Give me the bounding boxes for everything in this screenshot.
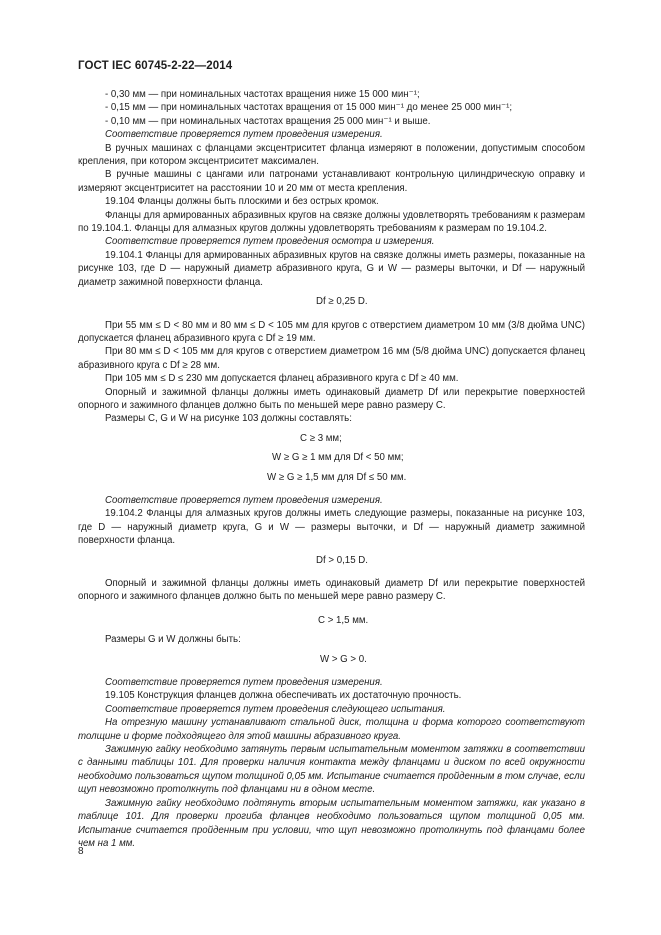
compliance-note: Соответствие проверяется путем проведения измерения. — [105, 494, 383, 506]
list-item: - 0,15 мм — при номинальных частотах вращения от 15 000 мин⁻¹ до менее 25 000 мин⁻¹; — [105, 102, 513, 114]
page-number: 8 — [78, 846, 84, 857]
compliance-note: Соответствие проверяется путем проведения измерения. — [105, 677, 383, 689]
paragraph: В ручные машины с цангами или патронами устанавливают контрольную цилиндрическую оправку и измеряют эксцентриситет на расстоянии 10 и 20 мм от места крепления. — [78, 169, 585, 194]
clause-19-104-2: 19.104.2 Фланцы для алмазных кругов должны иметь следующие размеры, показанные на рисунке 103, где D — наружный диаметр круга, G и W — размеры выточки, и Df — наружный диаметр зажимной поверхности фланца. — [78, 508, 585, 547]
formula: Df > 0,15 D. — [316, 554, 368, 566]
test-paragraph: Зажимную гайку необходимо подтянуть вторым испытательным моментом затяжки, как указано в таблице 101. Для проверки прогиба фланцев необходимо пользоваться щупом толщиной 0,05 мм. Испытание считается пройденным при условии, что щуп невозможно протолкнуть под фланцами более чем на 1 мм. — [78, 797, 585, 849]
document-header: ГОСТ IEC 60745-2-22—2014 — [78, 60, 233, 72]
paragraph: При 80 мм ≤ D < 105 мм для кругов с отверстием диаметром 16 мм (5/8 дюйма UNC) допускается фланец абразивного круга с Df ≥ 28 мм. — [78, 346, 585, 371]
paragraph: При 55 мм ≤ D < 80 мм и 80 мм ≤ D < 105 мм для кругов с отверстием диаметром 10 мм (3/8 дюйма UNC) допускается фланец абразивного круга с Df ≥ 19 мм. — [78, 319, 585, 344]
clause-19-104: 19.104 Фланцы должны быть плоскими и без острых кромок. — [105, 196, 379, 208]
formula: W ≥ G ≥ 1 мм для Df < 50 мм; — [272, 452, 404, 464]
list-item: - 0,30 мм — при номинальных частотах вращения ниже 15 000 мин⁻¹; — [105, 89, 420, 100]
paragraph: При 105 мм ≤ D ≤ 230 мм допускается фланец абразивного круга с Df ≥ 40 мм. — [105, 373, 459, 385]
formula: C > 1,5 мм. — [318, 614, 369, 626]
formula: Df ≥ 0,25 D. — [316, 296, 368, 308]
formula: W ≥ G ≥ 1,5 мм для Df ≤ 50 мм. — [267, 471, 407, 483]
clause-19-104-1: 19.104.1 Фланцы для армированных абразивных кругов на связке должны иметь размеры, показанные на рисунке 103, где D — наружный диаметр абразивного круга, G и W — размеры выточки, и Df — наружный диаметр зажимной поверхности фланца. — [78, 249, 585, 288]
formula: C ≥ 3 мм; — [300, 432, 342, 444]
compliance-note: Соответствие проверяется путем проведения осмотра и измерения. — [105, 236, 435, 248]
paragraph: Опорный и зажимной фланцы должны иметь одинаковый диаметр Df или перекрытие поверхностей опорного и зажимного фланцев должно быть по меньшей мере равно размеру C. — [78, 386, 585, 411]
paragraph: В ручных машинах с фланцами эксцентриситет фланца измеряют в положении, допустимым способом крепления, при котором эксцентриситет максимален. — [78, 142, 585, 168]
clause-19-105: 19.105 Конструкция фланцев должна обеспечивать их достаточную прочность. — [105, 690, 462, 702]
paragraph: Размеры G и W должны быть: — [105, 634, 241, 646]
list-item: - 0,10 мм — при номинальных частотах вращения 25 000 мин⁻¹ и выше. — [105, 115, 431, 127]
test-paragraph: На отрезную машину устанавливают стальной диск, толщина и форма которого соответствуют толщине и форме подходящего для этой машины абразивного круга. — [78, 717, 585, 742]
document-body — [78, 88, 585, 850]
formula: W > G > 0. — [320, 653, 367, 665]
paragraph: Размеры C, G и W на рисунке 103 должны составлять: — [105, 413, 352, 425]
compliance-note: Соответствие проверяется путем проведения следующего испытания. — [105, 703, 446, 715]
paragraph: Опорный и зажимной фланцы должны иметь одинаковый диаметр Df или перекрытие поверхностей опорного и зажимного фланцев должно быть по меньшей мере равно размеру C. — [78, 578, 585, 603]
compliance-note: Соответствие проверяется путем проведения измерения. — [105, 129, 383, 141]
test-paragraph: Зажимную гайку необходимо затянуть первым испытательным моментом затяжки в соответствии с данными таблицы 101. Для проверки наличия контакта между фланцами и диском по всей окружности необходимо пользоваться щупом толщиной 0,05 мм. Испытание считается пройденным в том случае, если щуп невозможно протолкнуть под фланцами ни в одном месте. — [78, 744, 585, 796]
paragraph: Фланцы для армированных абразивных кругов на связке должны удовлетворять требованиям к размерам по 19.104.1. Фланцы для алмазных кругов должны удовлетворять требованиям к размерам по 19.104.2. — [78, 209, 585, 235]
